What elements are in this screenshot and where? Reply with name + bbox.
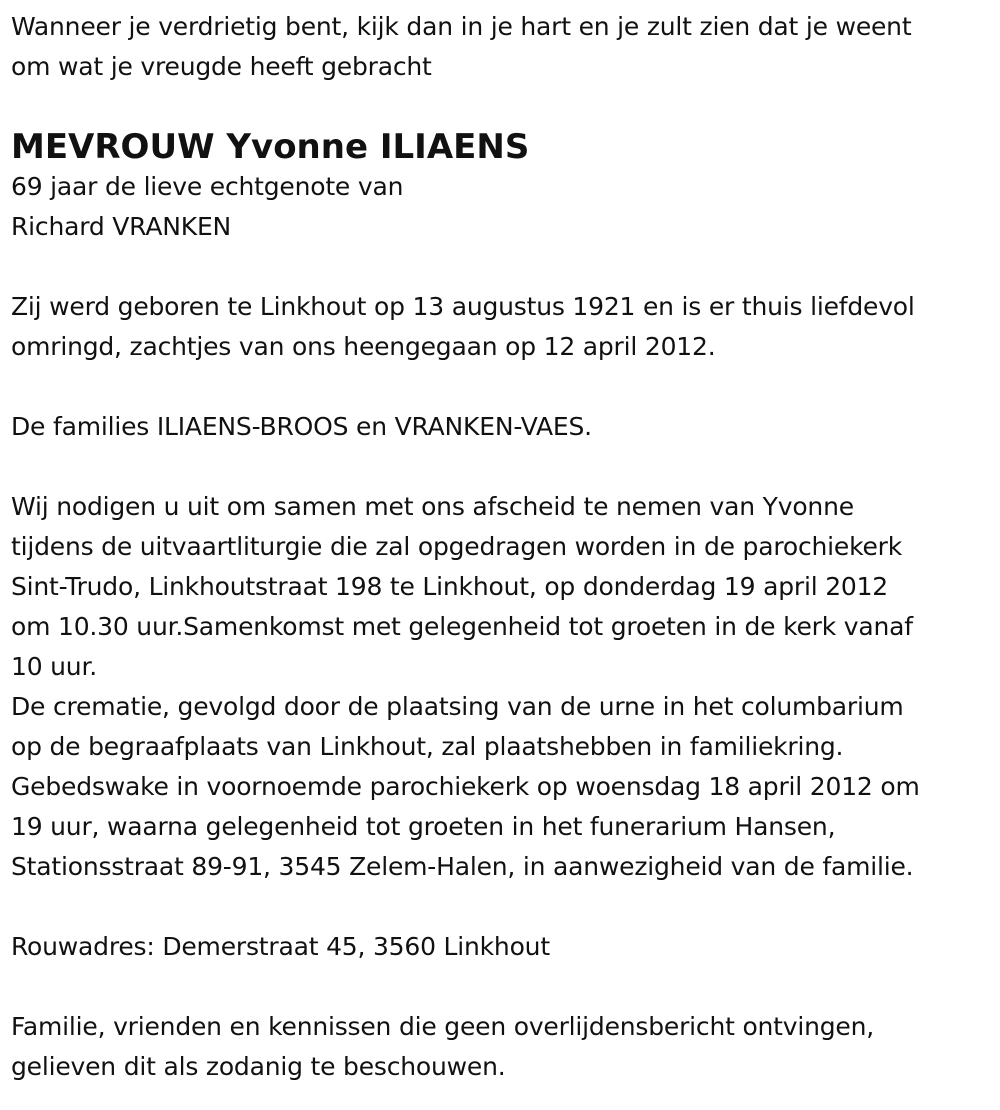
ceremony-line-8: Gebedswake in voornoemde parochiekerk op woensdag 18 april 2012 om <box>11 772 920 801</box>
spacer <box>11 967 995 1007</box>
birth-line-2: omringd, zachtjes van ons heengegaan op 12 april 2012. <box>11 332 716 361</box>
families-line: De families ILIAENS-BROOS en VRANKEN-VAES. <box>11 412 592 441</box>
deceased-name: MEVROUW Yvonne ILIAENS <box>11 127 530 167</box>
ceremony-line-7: op de begraafplaats van Linkhout, zal plaatshebben in familiekring. <box>11 732 844 761</box>
closing-line-2: gelieven dit als zodanig te beschouwen. <box>11 1052 506 1081</box>
intro-line-2: Richard VRANKEN <box>11 212 232 241</box>
ceremony-line-3: Sint-Trudo, Linkhoutstraat 198 te Linkhout, op donderdag 19 april 2012 <box>11 572 889 601</box>
ceremony-line-4: om 10.30 uur.Samenkomst met gelegenheid tot groeten in de kerk vanaf <box>11 612 913 641</box>
intro-line-1: 69 jaar de lieve echtgenote van <box>11 172 404 201</box>
spacer <box>11 87 995 127</box>
obituary-notice <box>11 7 995 1087</box>
quote-line-1: Wanneer je verdrietig bent, kijk dan in je hart en je zult zien dat je weent <box>11 12 912 41</box>
ceremony-line-10: Stationsstraat 89-91, 3545 Zelem-Halen, in aanwezigheid van de familie. <box>11 852 914 881</box>
ceremony-line-9: 19 uur, waarna gelegenheid tot groeten in het funerarium Hansen, <box>11 812 836 841</box>
ceremony-line-1: Wij nodigen u uit om samen met ons afscheid te nemen van Yvonne <box>11 492 854 521</box>
spacer <box>11 367 995 407</box>
quote-line-2: om wat je vreugde heeft gebracht <box>11 52 432 81</box>
closing-line-1: Familie, vrienden en kennissen die geen overlijdensbericht ontvingen, <box>11 1012 875 1041</box>
ceremony-line-2: tijdens de uitvaartliturgie die zal opgedragen worden in de parochiekerk <box>11 532 902 561</box>
spacer <box>11 447 995 487</box>
ceremony-line-5: 10 uur. <box>11 652 97 681</box>
ceremony-line-6: De crematie, gevolgd door de plaatsing van de urne in het columbarium <box>11 692 904 721</box>
spacer <box>11 247 995 287</box>
mourning-address: Rouwadres: Demerstraat 45, 3560 Linkhout <box>11 932 550 961</box>
spacer <box>11 887 995 927</box>
birth-line-1: Zij werd geboren te Linkhout op 13 augustus 1921 en is er thuis liefdevol <box>11 292 915 321</box>
